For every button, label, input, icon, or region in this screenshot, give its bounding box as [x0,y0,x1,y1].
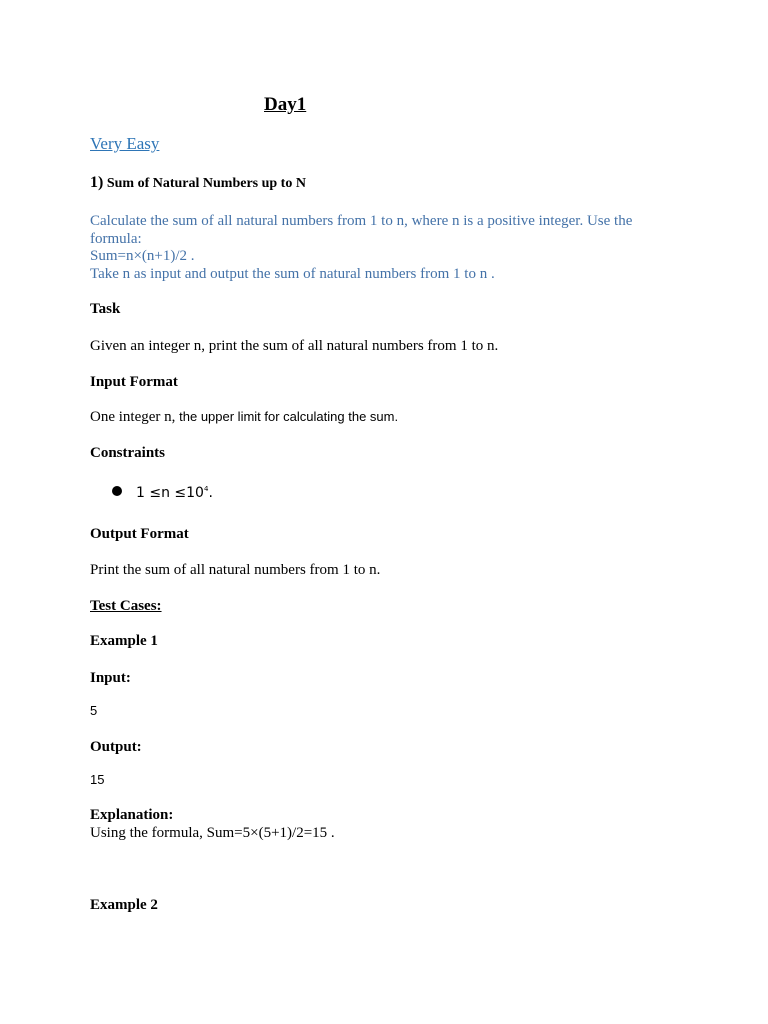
problem-description [90,213,670,283]
page-title: Day1 [264,94,307,115]
input-format-heading: Input Format [90,374,178,390]
constraint-end: . [208,485,213,501]
bullet-icon [112,486,122,496]
constraint-item [136,485,213,501]
example1-output-value: 15 [90,772,105,787]
input-format-text-sans: the upper limit for calculating the sum. [179,409,399,424]
constraint-base: 1 ≤n ≤10 [136,485,204,501]
task-text: Given an integer n, print the sum of all natural numbers from 1 to n. [90,338,499,354]
description-line: Calculate the sum of all natural numbers from 1 to n, where n is a positive integer. Use the formula: [90,213,633,247]
difficulty-level-link[interactable]: Very Easy [90,134,160,153]
constraint-exponent: 4 [203,485,209,493]
constraints-heading: Constraints [90,445,166,461]
example1-output-label: Output: [90,739,142,755]
problem-name: Sum of Natural Numbers up to N [106,176,306,191]
output-format-text: Print the sum of all natural numbers from 1 to n. [90,562,381,578]
task-heading: Task [90,301,121,317]
problem-title [90,174,306,192]
example1-heading: Example 1 [90,633,158,649]
description-line: Take n as input and output the sum of natural numbers from 1 to n . [90,265,495,282]
description-line: Sum=n×(n+1)/2 . [90,248,195,264]
example1-input-label: Input: [90,670,131,686]
example1-explanation-label: Explanation: [90,807,174,823]
test-cases-heading: Test Cases: [90,598,162,614]
input-format-text-serif: One integer n, [90,409,176,425]
example1-input-value: 5 [90,703,98,718]
problem-number: 1) [90,174,104,191]
example2-heading: Example 2 [90,897,158,913]
input-format-text [90,409,398,426]
output-format-heading: Output Format [90,526,189,542]
example1-explanation-text: Using the formula, Sum=5×(5+1)/2=15 . [90,825,335,841]
